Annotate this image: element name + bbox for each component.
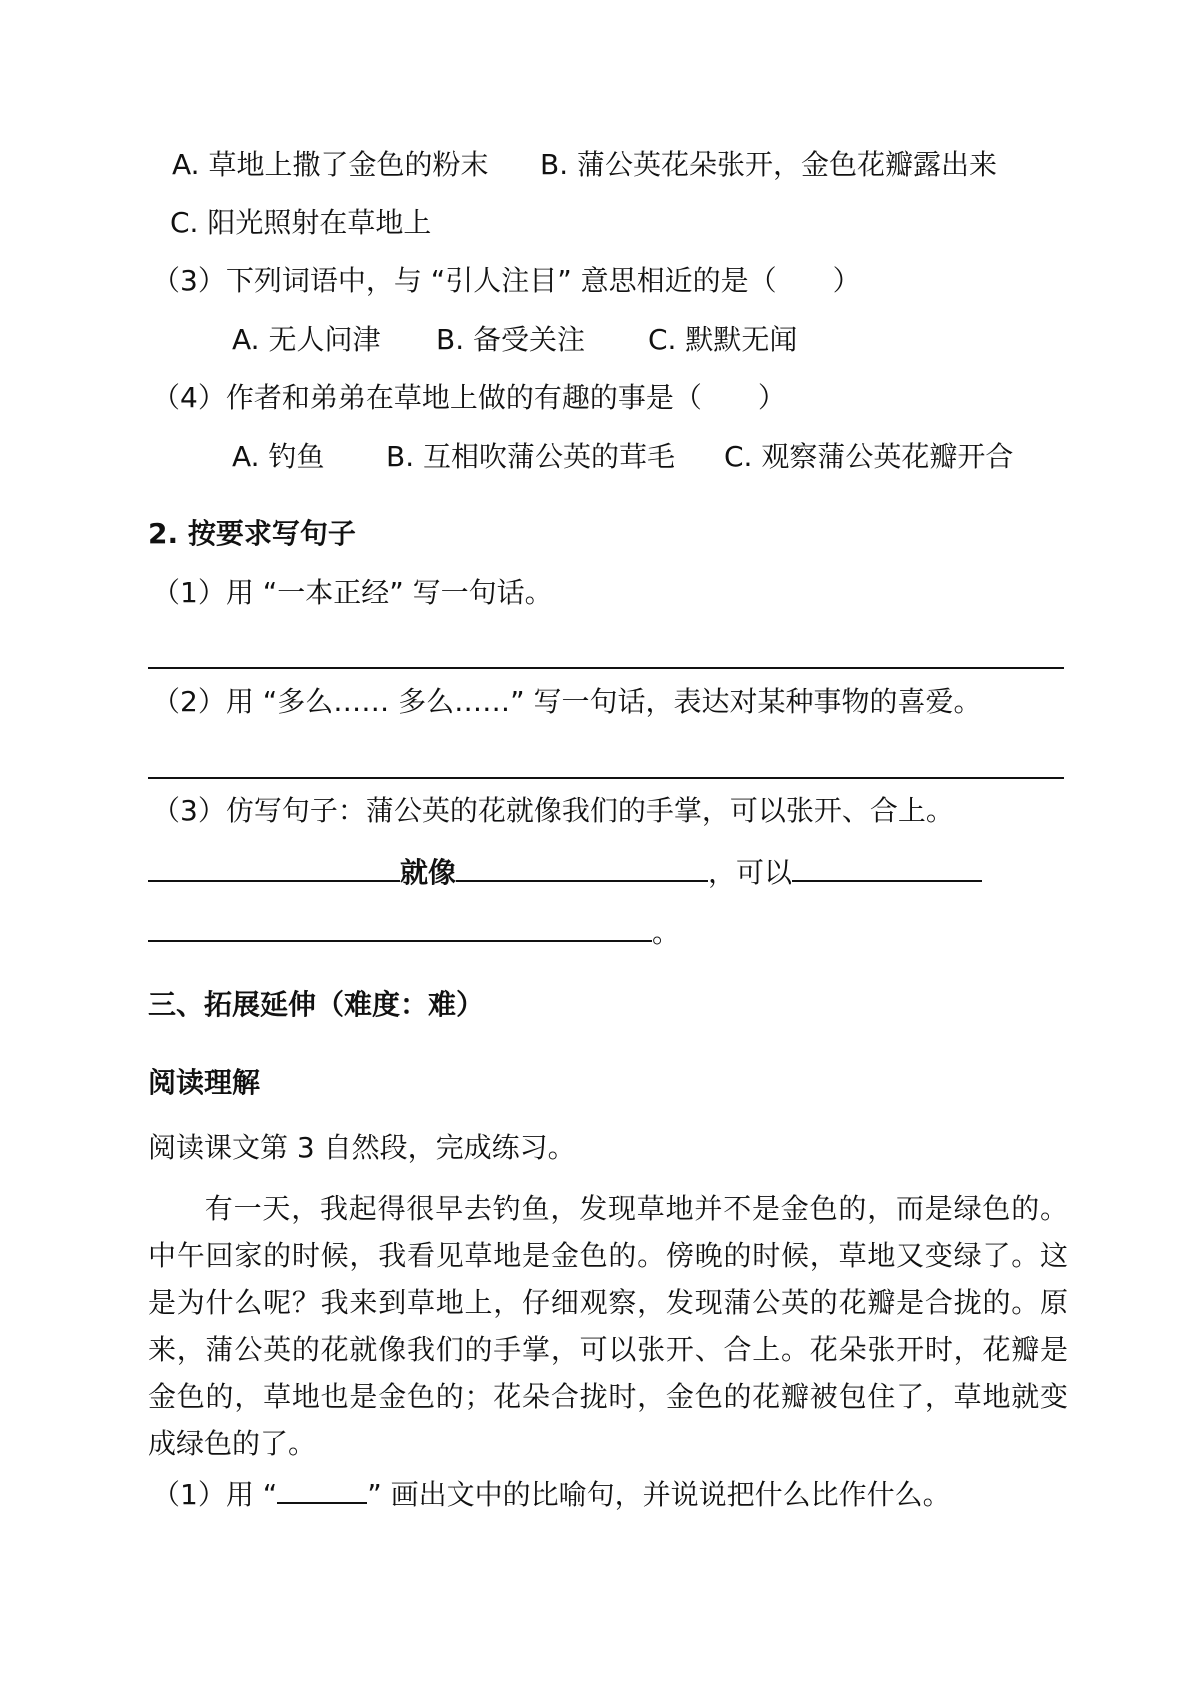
underline-sample: [277, 1472, 367, 1504]
reading-question-1: [152, 1472, 951, 1515]
question-4-option-a: A. 钓鱼: [232, 440, 325, 473]
reading-instruction: 阅读课文第 3 自然段，完成练习。: [148, 1131, 576, 1164]
question-4-option-b: B. 互相吹蒲公英的茸毛: [386, 440, 676, 473]
section-2-heading: 2. 按要求写句子: [148, 517, 356, 550]
jiuxiang-label: 就像: [400, 856, 457, 889]
question-3-stem: （3）下列词语中，与 “引人注目” 意思相近的是（ ）: [152, 264, 861, 297]
question-4-option-c: C. 观察蒲公英花瓣开合: [724, 440, 1014, 473]
question-3-option-a: A. 无人问津: [232, 323, 381, 356]
reading-passage: [148, 1185, 1068, 1467]
option-c: C. 阳光照射在草地上: [170, 206, 432, 239]
section-2-item-3: （3）仿写句子：蒲公英的花就像我们的手掌，可以张开、合上。: [152, 794, 954, 827]
question-4-stem: （4）作者和弟弟在草地上做的有趣的事是（ ）: [152, 381, 786, 414]
blank-continuation[interactable]: [148, 910, 652, 942]
period-mark: 。: [652, 916, 681, 949]
passage-text: 有一天，我起得很早去钓鱼，发现草地并不是金色的，而是绿色的。中午回家的时候，我看见草地是金色的。傍晚的时候，草地又变绿了。这是为什么呢？我来到草地上，仔细观察，发现蒲公英的花瓣是合拢的。原来，蒲公英的花就像我们的手掌，可以张开、合上。花朵张开时，花瓣是金色的，草地也是金色的；花朵合拢时，金色的花瓣被包住了，草地就变成绿色的了。: [148, 1192, 1068, 1460]
blank-action[interactable]: [792, 850, 982, 882]
option-a: A. 草地上撒了金色的粉末: [172, 148, 489, 181]
answer-line-1[interactable]: [148, 667, 1064, 669]
blank-comparison[interactable]: [456, 850, 708, 882]
imitation-sentence-row: [148, 850, 982, 893]
section-3-heading: 三、拓展延伸（难度：难）: [148, 988, 485, 1021]
question-3-option-c: C. 默默无闻: [648, 323, 798, 356]
keyi-label: ，可以: [708, 856, 793, 889]
answer-line-2[interactable]: [148, 777, 1064, 779]
reading-heading: 阅读理解: [148, 1066, 261, 1099]
section-2-item-2: （2）用 “多么…… 多么……” 写一句话，表达对某种事物的喜爱。: [152, 685, 982, 718]
option-b: B. 蒲公英花朵张开，金色花瓣露出来: [540, 148, 998, 181]
blank-subject[interactable]: [148, 850, 400, 882]
imitation-sentence-row-2: [148, 910, 680, 953]
section-2-item-1: （1）用 “一本正经” 写一句话。: [152, 576, 553, 609]
reading-question-1-prefix: （1）用 “: [152, 1478, 278, 1511]
reading-question-1-suffix: ” 画出文中的比喻句，并说说把什么比作什么。: [367, 1478, 951, 1511]
question-3-option-b: B. 备受关注: [436, 323, 586, 356]
